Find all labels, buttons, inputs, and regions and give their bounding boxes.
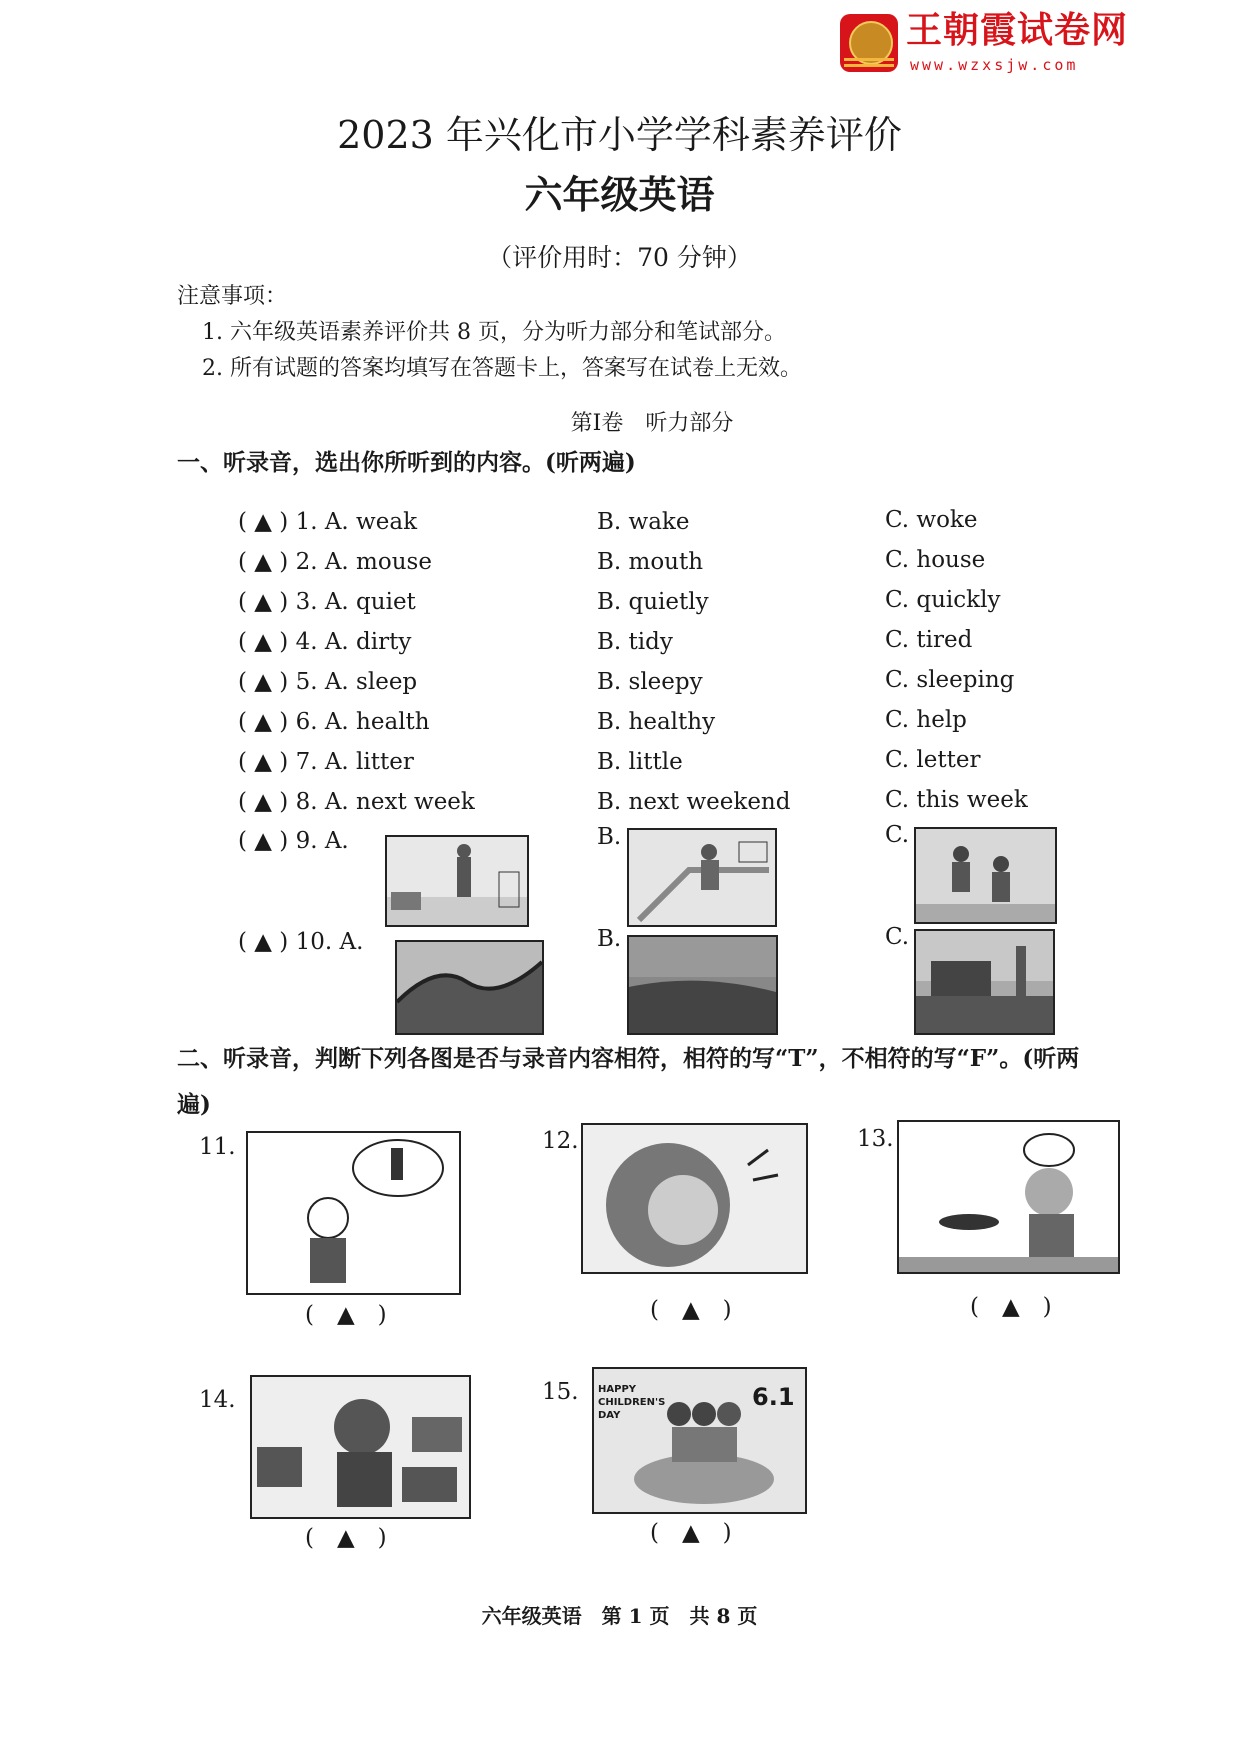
part-title: 第Ⅰ卷 听力部分: [570, 411, 734, 436]
item-number: 11.: [199, 1134, 236, 1160]
exam-title: 2023 年兴化市小学学科素养评价: [337, 113, 902, 157]
question-2-option-b: B. mouth: [597, 549, 704, 575]
q9-picture-b: [627, 828, 777, 927]
logo-name: 王朝霞试卷网: [906, 10, 1129, 51]
question-8-option-a[interactable]: ( ▲ ) 8. A. next week: [238, 789, 475, 815]
q12-answer-blank[interactable]: ( ▲ ): [650, 1297, 732, 1323]
question-8-option-c: C. this week: [885, 787, 1028, 813]
question-3-option-b: B. quietly: [597, 589, 709, 615]
section2-title-cont: 遍): [177, 1091, 211, 1118]
notes-heading: 注意事项：: [177, 284, 288, 309]
page-footer: 六年级英语 第 1 页 共 8 页: [481, 1604, 758, 1628]
question-4-option-a[interactable]: ( ▲ ) 4. A. dirty: [238, 629, 412, 655]
question-1-option-a[interactable]: ( ▲ ) 1. A. weak: [238, 509, 418, 535]
q14-answer-blank[interactable]: ( ▲ ): [305, 1525, 387, 1551]
q10-picture-b-landscape: [627, 935, 778, 1035]
question-4-option-b: B. tidy: [597, 629, 673, 655]
exam-time: （评价用时：70 分钟）: [487, 243, 752, 272]
question-6-option-a[interactable]: ( ▲ ) 6. A. health: [238, 709, 430, 735]
q9-picture-a: [385, 835, 529, 927]
question-5-option-c: C. sleeping: [885, 667, 1015, 693]
exam-subtitle: 六年级英语: [524, 172, 715, 217]
question-3-option-c: C. quickly: [885, 587, 1001, 613]
question-10-option-a[interactable]: ( ▲ ) 10. A.: [238, 929, 364, 955]
question-9-option-a[interactable]: ( ▲ ) 9. A.: [238, 828, 349, 854]
question-10-option-b: B.: [597, 926, 622, 952]
q11-answer-blank[interactable]: ( ▲ ): [305, 1302, 387, 1328]
question-1-option-b: B. wake: [597, 509, 690, 535]
q11-picture-cat-thinking: [246, 1131, 461, 1295]
item-number: 15.: [542, 1379, 579, 1405]
question-2-option-c: C. house: [885, 547, 986, 573]
question-3-option-a[interactable]: ( ▲ ) 3. A. quiet: [238, 589, 416, 615]
note-item: 2. 所有试题的答案均填写在答题卡上，答案写在试卷上无效。: [202, 356, 802, 381]
q9-picture-c: [914, 827, 1057, 924]
banner-text: HAPPY CHILDREN'S DAY: [598, 1384, 666, 1421]
question-2-option-a[interactable]: ( ▲ ) 2. A. mouse: [238, 549, 432, 575]
question-7-option-c: C. letter: [885, 747, 981, 773]
question-6-option-c: C. help: [885, 707, 967, 733]
item-number: 14.: [199, 1387, 236, 1413]
site-logo: [840, 10, 1160, 76]
question-7-option-a[interactable]: ( ▲ ) 7. A. litter: [238, 749, 414, 775]
logo-badge-icon: [840, 14, 898, 72]
section1-title: 一、听录音，选出你所听到的内容。(听两遍): [177, 449, 636, 476]
question-7-option-b: B. little: [597, 749, 683, 775]
q15-picture-childrens-day: [592, 1367, 807, 1514]
question-1-option-c: C. woke: [885, 507, 978, 533]
q13-answer-blank[interactable]: ( ▲ ): [970, 1294, 1052, 1320]
question-9-option-c: C.: [885, 822, 910, 848]
question-4-option-c: C. tired: [885, 627, 973, 653]
item-number: 12.: [542, 1128, 579, 1154]
question-9-option-b: B.: [597, 824, 622, 850]
date-text: 6.1: [752, 1383, 795, 1411]
question-5-option-a[interactable]: ( ▲ ) 5. A. sleep: [238, 669, 418, 695]
q12-picture-lion: [581, 1123, 808, 1274]
q10-picture-a-great-wall: [395, 940, 544, 1035]
question-6-option-b: B. healthy: [597, 709, 716, 735]
section2-title: 二、听录音，判断下列各图是否与录音内容相符，相符的写“T”，不相符的写“F”。(听两: [177, 1045, 1080, 1072]
note-item: 1. 六年级英语素养评价共 8 页，分为听力部分和笔试部分。: [202, 320, 786, 345]
question-10-option-c: C.: [885, 924, 910, 950]
q13-picture-pig-chef: [897, 1120, 1120, 1274]
item-number: 13.: [857, 1126, 894, 1152]
question-8-option-b: B. next weekend: [597, 789, 791, 815]
question-5-option-b: B. sleepy: [597, 669, 703, 695]
q15-answer-blank[interactable]: ( ▲ ): [650, 1520, 732, 1546]
q10-picture-c-palace: [914, 929, 1055, 1035]
q14-picture-painter: [250, 1375, 471, 1519]
logo-url: www.wzxsjw.com: [910, 56, 1079, 74]
